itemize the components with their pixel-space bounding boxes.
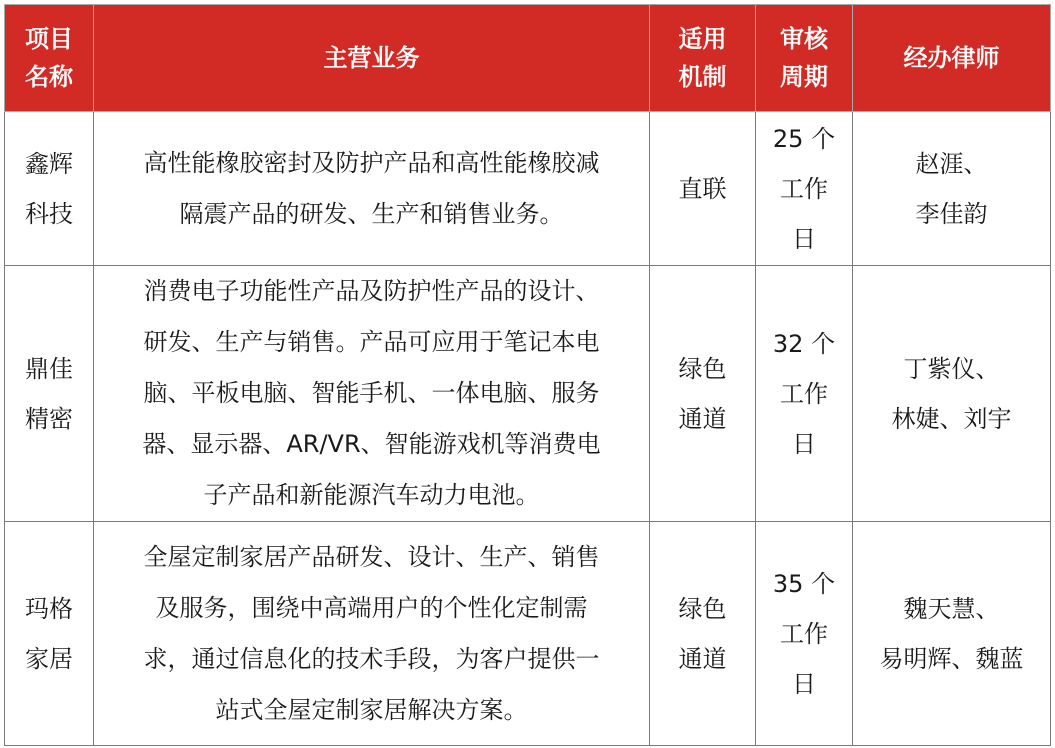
period-line: 32 个 <box>772 329 836 358</box>
lawyers-line: 魏天慧、 <box>903 594 1000 623</box>
mechanism-cell <box>650 522 756 746</box>
business-line: 全屋定制家居产品研发、设计、生产、销售 <box>143 542 600 571</box>
period-line: 日 <box>792 429 816 458</box>
mechanism-cell <box>650 266 756 522</box>
business-line: 脑、平板电脑、智能手机、一体电脑、服务 <box>143 379 600 407</box>
period-line: 日 <box>792 224 816 253</box>
business-line: 子产品和新能源汽车动力电池。 <box>203 481 540 509</box>
business-cell <box>94 266 650 522</box>
business-line: 研发、生产与销售。产品可应用于笔记本电 <box>143 328 600 356</box>
period-line: 日 <box>792 669 816 698</box>
project-cell <box>5 522 94 746</box>
table-row <box>5 266 1051 522</box>
mechanism-cell <box>650 112 756 266</box>
header-business <box>94 5 650 112</box>
business-line: 高性能橡胶密封及防护产品和高性能橡胶减 <box>143 148 600 177</box>
mechanism-line: 绿色 <box>678 594 727 623</box>
project-cell <box>5 112 94 266</box>
mechanism-line: 通道 <box>678 404 727 433</box>
header-period-line-2: 周期 <box>780 63 828 91</box>
lawyers-cell <box>853 522 1051 746</box>
header-period <box>756 5 853 112</box>
lawyers-line: 赵涯、 <box>915 149 988 178</box>
header-project-line-1: 项目 <box>25 25 73 53</box>
lawyers-line: 林婕、刘宇 <box>891 404 1012 433</box>
project-line: 玛格 <box>25 594 73 623</box>
lawyers-line: 李佳韵 <box>915 199 988 228</box>
business-line: 求，通过信息化的技术手段，为客户提供一 <box>143 644 600 673</box>
project-line: 鑫辉 <box>25 149 73 178</box>
ipo-projects-table <box>4 4 1051 746</box>
period-line: 工作 <box>780 619 828 648</box>
business-cell <box>94 522 650 746</box>
header-project <box>5 5 94 112</box>
period-line: 25 个 <box>772 124 836 153</box>
project-cell <box>5 266 94 522</box>
business-line: 器、显示器、AR/VR、智能游戏机等消费电 <box>142 430 601 458</box>
business-line: 站式全屋定制家居解决方案。 <box>215 695 528 724</box>
mechanism-line: 绿色 <box>678 354 727 383</box>
table-row <box>5 522 1051 746</box>
period-line: 工作 <box>780 379 828 408</box>
business-cell <box>94 112 650 266</box>
header-period-line-1: 审核 <box>780 25 828 53</box>
period-cell <box>756 112 853 266</box>
lawyers-cell <box>853 266 1051 522</box>
project-line: 家居 <box>25 644 73 673</box>
header-row <box>5 5 1051 112</box>
lawyers-cell <box>853 112 1051 266</box>
header-business-line-1: 主营业务 <box>323 44 420 72</box>
project-line: 精密 <box>25 404 73 433</box>
project-line: 科技 <box>25 199 73 228</box>
header-mechanism-line-2: 机制 <box>678 63 727 91</box>
business-line: 消费电子功能性产品及防护性产品的设计、 <box>143 277 600 305</box>
lawyers-line: 易明辉、魏蓝 <box>879 644 1024 673</box>
business-line: 及服务，围绕中高端用户的个性化定制需 <box>155 593 588 622</box>
mechanism-line: 通道 <box>678 644 727 673</box>
mechanism-line: 直联 <box>678 174 727 203</box>
project-line: 鼎佳 <box>25 354 73 383</box>
header-mechanism-line-1: 适用 <box>678 25 727 53</box>
table-row <box>5 112 1051 266</box>
period-line: 35 个 <box>772 569 836 598</box>
header-lawyers <box>853 5 1051 112</box>
header-mechanism <box>650 5 756 112</box>
lawyers-line: 丁紫仪、 <box>903 354 1000 383</box>
period-cell <box>756 266 853 522</box>
period-cell <box>756 522 853 746</box>
header-project-line-2: 名称 <box>25 63 73 91</box>
business-line: 隔震产品的研发、生产和销售业务。 <box>179 199 564 228</box>
period-line: 工作 <box>780 174 828 203</box>
header-lawyers-line-1: 经办律师 <box>903 44 1000 72</box>
